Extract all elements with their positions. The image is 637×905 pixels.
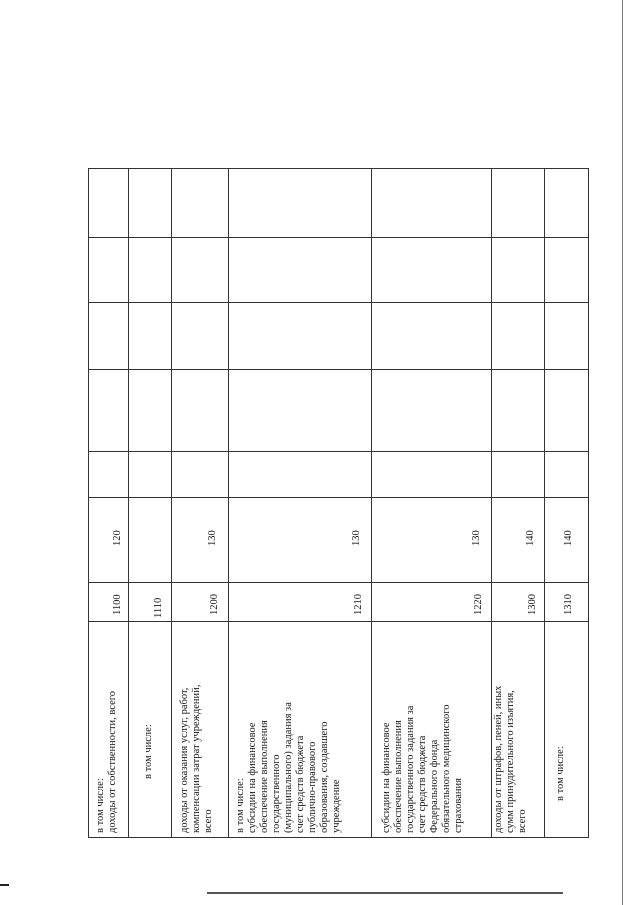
line-code: 1200 (209, 594, 220, 615)
report-table (88, 168, 589, 838)
row-divider (544, 169, 545, 837)
row-divider (171, 169, 172, 837)
scan-artifact (622, 0, 623, 905)
kbk-code: 130 (351, 530, 362, 546)
line-code: 1220 (473, 594, 484, 615)
line-code: 1310 (563, 594, 574, 615)
row-divider (128, 169, 129, 837)
line-code: 1210 (353, 594, 364, 615)
line-code: 1100 (112, 594, 123, 615)
column-divider (89, 237, 588, 238)
column-divider (89, 621, 588, 622)
row-label: доходы от штрафов, пеней, иных сумм принудительного изъятия, всего (493, 685, 528, 833)
kbk-code: 140 (525, 530, 536, 546)
column-divider (89, 497, 588, 498)
scan-artifact (0, 884, 9, 886)
row-label: субсидии на финансовое обеспечение выполнения государственного задания за счет средств бюджета Федерального фонда обязательного медицинского страхования (381, 704, 464, 833)
row-divider (371, 169, 372, 837)
row-divider (491, 169, 492, 837)
line-code: 1300 (527, 594, 538, 615)
row-divider (228, 169, 229, 837)
column-divider (89, 582, 588, 583)
kbk-code: 130 (471, 530, 482, 546)
row-label: в том числе: (555, 746, 566, 801)
kbk-code: 120 (112, 530, 123, 546)
scan-artifact (207, 892, 563, 894)
kbk-code: 130 (207, 530, 218, 546)
line-code: 1110 (153, 597, 164, 618)
row-label: в том числе: доходы от собственности, всего (95, 690, 118, 833)
row-label: доходы от оказания услуг, работ, компенсации затрат учреждений, всего (179, 684, 214, 833)
column-divider (89, 302, 588, 303)
row-label: в том числе: субсидии на финансовое обеспечение выполнения государственного (муниципального) задания за счет средств бюджета публично-правового образования, создавшего учреждение (235, 702, 342, 833)
row-label: в том числе: (143, 724, 154, 779)
column-divider (89, 369, 588, 370)
kbk-code: 140 (563, 530, 574, 546)
column-divider (89, 451, 588, 452)
